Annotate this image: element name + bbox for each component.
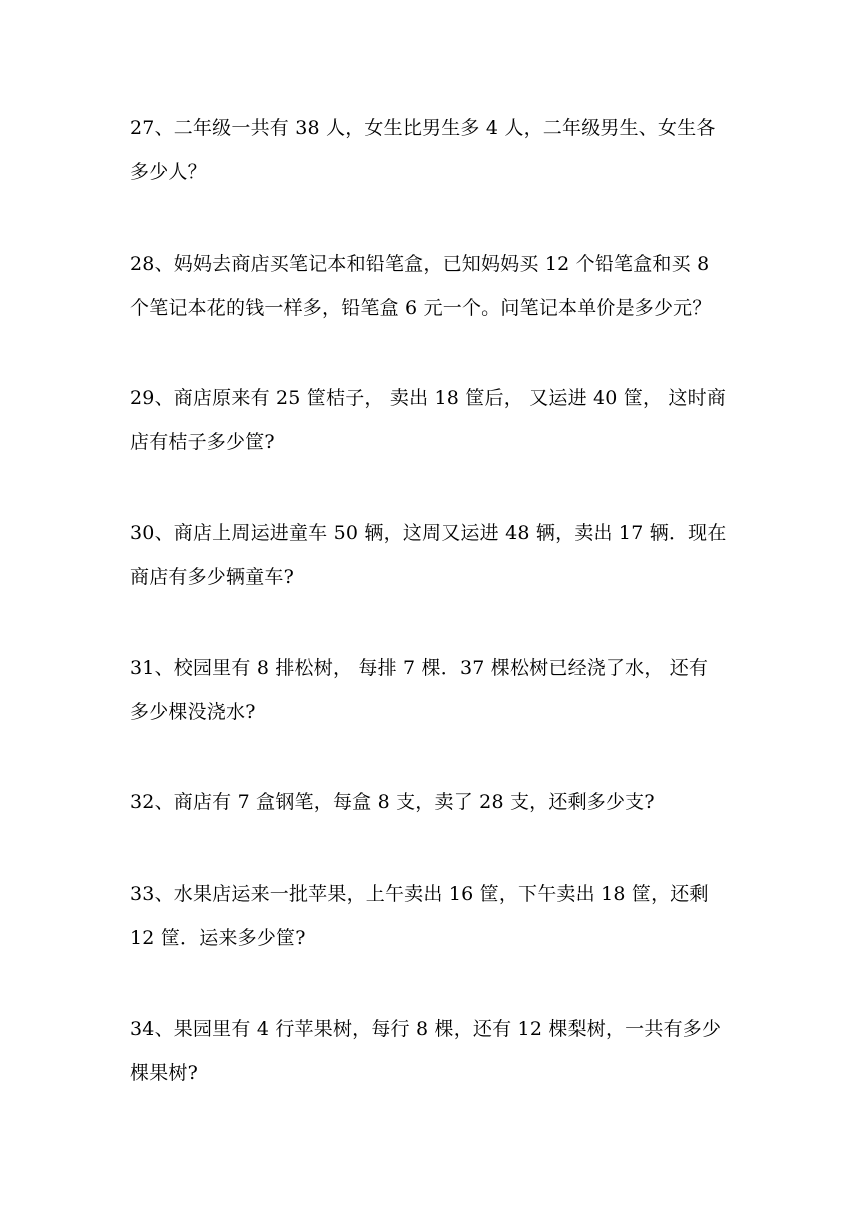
problem-31-line-2: 多少棵没浇水? [130,701,256,723]
problem-30-line-2: 商店有多少辆童车? [130,566,294,588]
problem-34-line-1: 34、果园里有 4 行苹果树，每行 8 棵，还有 12 棵梨树，一共有多少 [130,1018,722,1040]
problem-34-line-2: 棵果树? [130,1062,198,1084]
problem-27-line-1: 27、二年级一共有 38 人，女生比男生多 4 人，二年级男生、女生各 [130,117,716,139]
problem-29-line-1: 29、商店原来有 25 筐桔子， 卖出 18 筐后， 又运进 40 筐， 这时商 [130,387,727,409]
problem-31-line-1: 31、校园里有 8 排松树， 每排 7 棵．37 棵松树已经浇了水， 还有 [130,657,709,679]
problem-33-line-2: 12 筐．运来多少筐? [130,927,306,949]
problem-28-line-2: 个笔记本花的钱一样多，铅笔盒 6 元一个。问笔记本单价是多少元？ [130,297,712,319]
problem-27-line-2: 多少人？ [130,161,207,183]
problem-33-line-1: 33、水果店运来一批苹果，上午卖出 16 筐，下午卖出 18 筐，还剩 [130,883,709,905]
problem-30-line-1: 30、商店上周运进童车 50 辆，这周又运进 48 辆，卖出 17 辆．现在 [130,522,727,544]
problem-28-line-1: 28、妈妈去商店买笔记本和铅笔盒，已知妈妈买 12 个铅笔盒和买 8 [130,253,710,275]
problem-32-line-1: 32、商店有 7 盒钢笔，每盒 8 支，卖了 28 支，还剩多少支? [130,791,655,813]
problem-29-line-2: 店有桔子多少筐? [130,431,275,453]
